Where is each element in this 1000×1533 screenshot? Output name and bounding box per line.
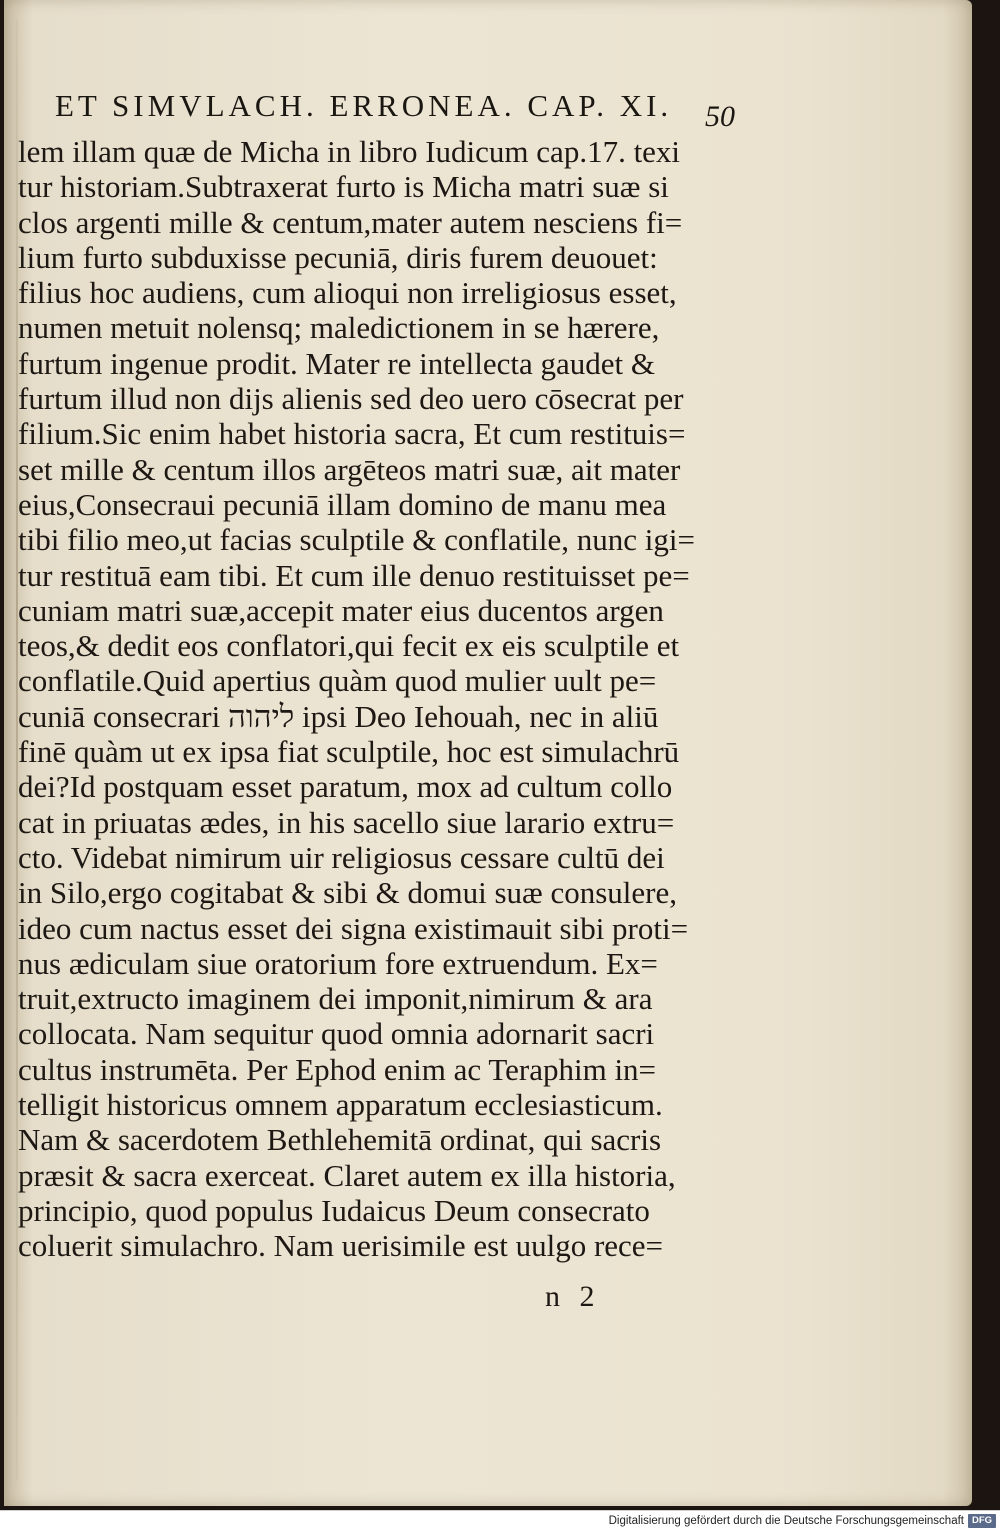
text-line: cuniam matri suæ,accepit mater eius ducentos argen [18, 592, 664, 628]
text-line: nus ædiculam siue oratorium fore extruendum. Ex= [18, 945, 658, 981]
text-line: collocata. Nam sequitur quod omnia adornarit sacri [18, 1016, 655, 1052]
text-line: furtum illud non dijs alienis sed deo uero cōsecrat per [18, 381, 684, 417]
dfg-logo: DFG [968, 1514, 996, 1528]
text-line: finē quàm ut ex ipsa fiat sculptile, hoc est simulachrū [18, 734, 680, 770]
text-line: set mille & centum illos argēteos matri suæ, ait mater [18, 451, 681, 487]
text-line: lium furto subduxisse pecuniā, diris furem deuouet: [18, 239, 658, 275]
text-line: eius,Consecraui pecuniā illam domino de manu mea [18, 486, 667, 522]
body-text [18, 134, 748, 1264]
text-line: coluerit simulachro. Nam uerisimile est uulgo rece= [18, 1228, 664, 1264]
text-line: furtum ingenue prodit. Mater re intellecta gaudet & [18, 345, 655, 381]
text-line: principio, quod populus Iudaicus Deum consecrato [18, 1192, 650, 1228]
text-line: cto. Videbat nimirum uir religiosus cessare cultū dei [18, 839, 665, 875]
signature-mark: n 2 [545, 1280, 601, 1313]
text-line: ideo cum nactus esset dei signa existimauit sibi proti= [18, 910, 689, 946]
text-line: lem illam quæ de Micha in libro Iudicum cap.17. texi [18, 134, 681, 169]
funding-credit: Digitalisierung gefördert durch die Deutsche Forschungsgemeinschaft [608, 1515, 964, 1527]
text-line: Nam & sacerdotem Bethlehemitā ordinat, qui sacris [18, 1122, 662, 1158]
text-line: tibi filio meo,ut facias sculptile & conflatile, nunc igi= [18, 522, 695, 558]
text-line: cat in priuatas ædes, in his sacello siue larario extru= [18, 804, 675, 840]
text-line: truit,extructo imaginem dei imponit,nimirum & ara [18, 981, 653, 1017]
text-line: præsit & sacra exerceat. Claret autem ex illa historia, [18, 1157, 676, 1193]
running-head: ET SIMVLACH. ERRONEA. CAP. XI. [55, 88, 673, 123]
text-line: teos,& dedit eos conflatori,qui fecit ex eis sculptile et [18, 628, 680, 664]
text-line: in Silo,ergo cogitabat & sibi & domui suæ consulere, [18, 875, 677, 911]
footer-bar [0, 1510, 1000, 1533]
text-line: cuniā consecrari ליהוה ipsi Deo Iehouah, nec in aliū [18, 698, 659, 734]
folio-number: 50 [705, 100, 735, 133]
text-line: dei?Id postquam esset paratum, mox ad cultum collo [18, 769, 673, 805]
text-line: conflatile.Quid apertius quàm quod mulier uult pe= [18, 663, 657, 699]
text-line: filium.Sic enim habet historia sacra, Et cum restituis= [18, 416, 686, 452]
text-line: telligit historicus omnem apparatum ecclesiasticum. [18, 1087, 663, 1123]
text-line: clos argenti mille & centum,mater autem nesciens fi= [18, 204, 683, 240]
text-line: tur historiam.Subtraxerat furto is Micha matri suæ si [18, 169, 669, 205]
text-line: filius hoc audiens, cum alioqui non irreligiosus esset, [18, 275, 677, 311]
text-line: tur restituā eam tibi. Et cum ille denuo restituisset pe= [18, 557, 690, 593]
text-line: numen metuit nolensq; maledictionem in se hærere, [18, 310, 660, 346]
text-line: cultus instrumēta. Per Ephod enim ac Teraphim in= [18, 1051, 657, 1087]
